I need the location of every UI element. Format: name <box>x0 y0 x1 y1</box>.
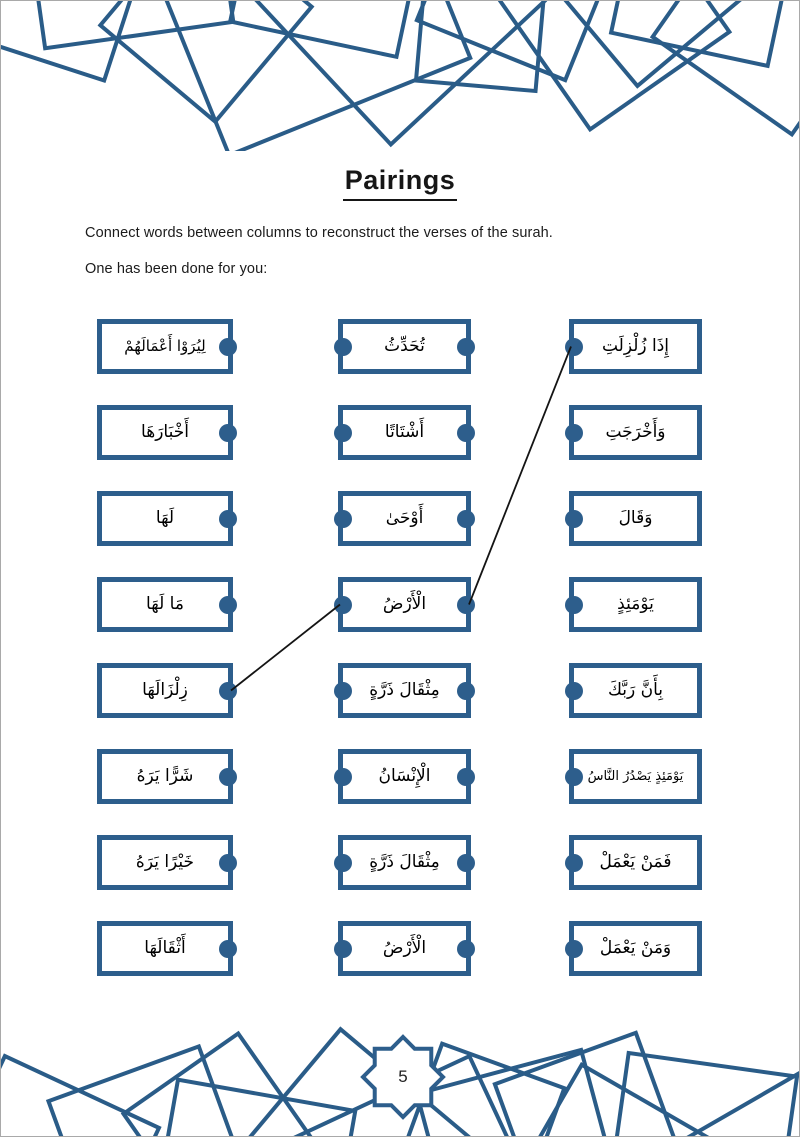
arabic-word: مِثْقَالَ ذَرَّةٍ <box>369 680 440 700</box>
page-title: Pairings <box>343 165 458 201</box>
instruction-line-1: Connect words between columns to reconstruct the verses of the surah. <box>85 225 553 241</box>
arabic-word: وَأَخْرَجَتِ <box>605 422 666 442</box>
arabic-word: لِيُرَوْا أَعْمَالَهُمْ <box>124 337 206 355</box>
arabic-word: وَقَالَ <box>618 508 653 528</box>
example-connection-line <box>231 605 340 691</box>
word-box-left-5[interactable] <box>97 749 233 804</box>
connector-dot-icon[interactable] <box>565 424 583 442</box>
arabic-word: إِذَا زُلْزِلَتِ <box>601 336 670 356</box>
connector-dot-icon[interactable] <box>219 596 237 614</box>
connector-dot-icon[interactable] <box>334 424 352 442</box>
decorative-square <box>100 1 311 122</box>
connector-dot-icon[interactable] <box>457 596 475 614</box>
connector-dot-icon[interactable] <box>565 510 583 528</box>
connector-dot-icon[interactable] <box>565 682 583 700</box>
word-box-middle-2[interactable] <box>338 491 471 546</box>
connector-dot-icon[interactable] <box>334 510 352 528</box>
connector-dot-icon[interactable] <box>219 424 237 442</box>
connector-dot-icon[interactable] <box>457 338 475 356</box>
decorative-square <box>417 1 625 80</box>
word-box-middle-0[interactable] <box>338 319 471 374</box>
connector-dot-icon[interactable] <box>334 596 352 614</box>
connector-dot-icon[interactable] <box>565 854 583 872</box>
word-box-middle-7[interactable] <box>338 921 471 976</box>
word-box-right-0[interactable] <box>569 319 702 374</box>
connector-dot-icon[interactable] <box>219 682 237 700</box>
arabic-word: الْإِنْسَانُ <box>378 766 431 786</box>
connector-dot-icon[interactable] <box>457 510 475 528</box>
example-connection-line <box>469 347 571 605</box>
connector-dot-icon[interactable] <box>565 768 583 786</box>
decorative-square <box>653 1 800 134</box>
arabic-word: فَمَنْ يَعْمَلْ <box>599 852 672 872</box>
word-box-left-6[interactable] <box>97 835 233 890</box>
word-box-middle-4[interactable] <box>338 663 471 718</box>
connector-dot-icon[interactable] <box>334 940 352 958</box>
star-shape <box>363 1037 443 1117</box>
decorative-square <box>667 1070 800 1136</box>
word-box-right-7[interactable] <box>569 921 702 976</box>
connector-dot-icon[interactable] <box>334 338 352 356</box>
connector-dot-icon[interactable] <box>457 940 475 958</box>
connector-dot-icon[interactable] <box>219 338 237 356</box>
arabic-word: شَرًّا يَرَهُ <box>136 766 194 786</box>
word-box-middle-5[interactable] <box>338 749 471 804</box>
arabic-word: مِثْقَالَ ذَرَّةٍ <box>369 852 440 872</box>
decorative-square <box>124 1034 319 1136</box>
connector-dot-icon[interactable] <box>457 854 475 872</box>
arabic-word: يَوْمَئِذٍ يَصْدُرُ النَّاسُ <box>587 769 684 784</box>
decorative-square <box>493 1 730 129</box>
word-box-middle-6[interactable] <box>338 835 471 890</box>
connector-dot-icon[interactable] <box>457 682 475 700</box>
arabic-word: أَخْبَارَهَا <box>141 422 189 442</box>
connector-dot-icon[interactable] <box>219 510 237 528</box>
arabic-word: يَوْمَئِذٍ <box>617 594 654 614</box>
decorative-square <box>19 1 234 48</box>
connector-dot-icon[interactable] <box>457 424 475 442</box>
word-box-left-3[interactable] <box>97 577 233 632</box>
connector-dot-icon[interactable] <box>219 854 237 872</box>
connector-dot-icon[interactable] <box>565 596 583 614</box>
decorative-border-top <box>1 1 800 151</box>
word-box-left-7[interactable] <box>97 921 233 976</box>
word-box-middle-3[interactable] <box>338 577 471 632</box>
connector-dot-icon[interactable] <box>565 940 583 958</box>
arabic-word: أَثْقَالَهَا <box>144 938 186 958</box>
decorative-square <box>611 1 800 66</box>
connector-dot-icon[interactable] <box>334 854 352 872</box>
word-box-left-4[interactable] <box>97 663 233 718</box>
connector-dot-icon[interactable] <box>219 768 237 786</box>
instruction-line-2: One has been done for you: <box>85 261 268 277</box>
arabic-word: تُحَدِّثُ <box>384 336 425 356</box>
decorative-square <box>1 1 151 81</box>
word-box-right-6[interactable] <box>569 835 702 890</box>
page-number-star-icon <box>353 1027 453 1127</box>
arabic-word: زِلْزَالَهَا <box>142 680 188 700</box>
arabic-word: بِأَنَّ رَبَّكَ <box>607 680 664 700</box>
decorative-square <box>132 1 470 151</box>
arabic-word: أَشْتَاتًا <box>384 422 425 442</box>
decorative-square <box>502 1065 721 1136</box>
decorative-square <box>605 1053 797 1136</box>
decorative-square <box>1 1056 159 1136</box>
arabic-word: خَيْرًا يَرَهُ <box>135 852 195 872</box>
connector-dot-icon[interactable] <box>334 768 352 786</box>
connector-dot-icon[interactable] <box>457 768 475 786</box>
decorative-square <box>48 1046 253 1136</box>
connector-dot-icon[interactable] <box>334 682 352 700</box>
word-box-right-3[interactable] <box>569 577 702 632</box>
word-box-left-1[interactable] <box>97 405 233 460</box>
arabic-word: مَا لَهَا <box>146 594 184 614</box>
page-number: 5 <box>398 1067 408 1086</box>
word-box-left-0[interactable] <box>97 319 233 374</box>
arabic-word: الْأَرْضُ <box>382 938 427 958</box>
decorative-square <box>230 1 432 57</box>
connector-dot-icon[interactable] <box>565 338 583 356</box>
word-box-right-2[interactable] <box>569 491 702 546</box>
word-box-right-1[interactable] <box>569 405 702 460</box>
word-box-middle-1[interactable] <box>338 405 471 460</box>
word-box-right-4[interactable] <box>569 663 702 718</box>
decorative-square <box>495 1033 687 1136</box>
title-wrap <box>1 165 799 201</box>
arabic-word: أَوْحَىٰ <box>385 508 424 528</box>
arabic-word: الْأَرْضُ <box>382 594 427 614</box>
decorative-square <box>496 1 800 86</box>
arabic-word: لَهَا <box>155 508 175 528</box>
word-box-left-2[interactable] <box>97 491 233 546</box>
decorative-square <box>416 1 546 91</box>
decorative-square <box>147 1080 356 1136</box>
connector-dot-icon[interactable] <box>219 940 237 958</box>
arabic-word: وَمَنْ يَعْمَلْ <box>599 938 672 958</box>
word-box-right-5[interactable] <box>569 749 702 804</box>
decorative-square <box>248 1 545 144</box>
